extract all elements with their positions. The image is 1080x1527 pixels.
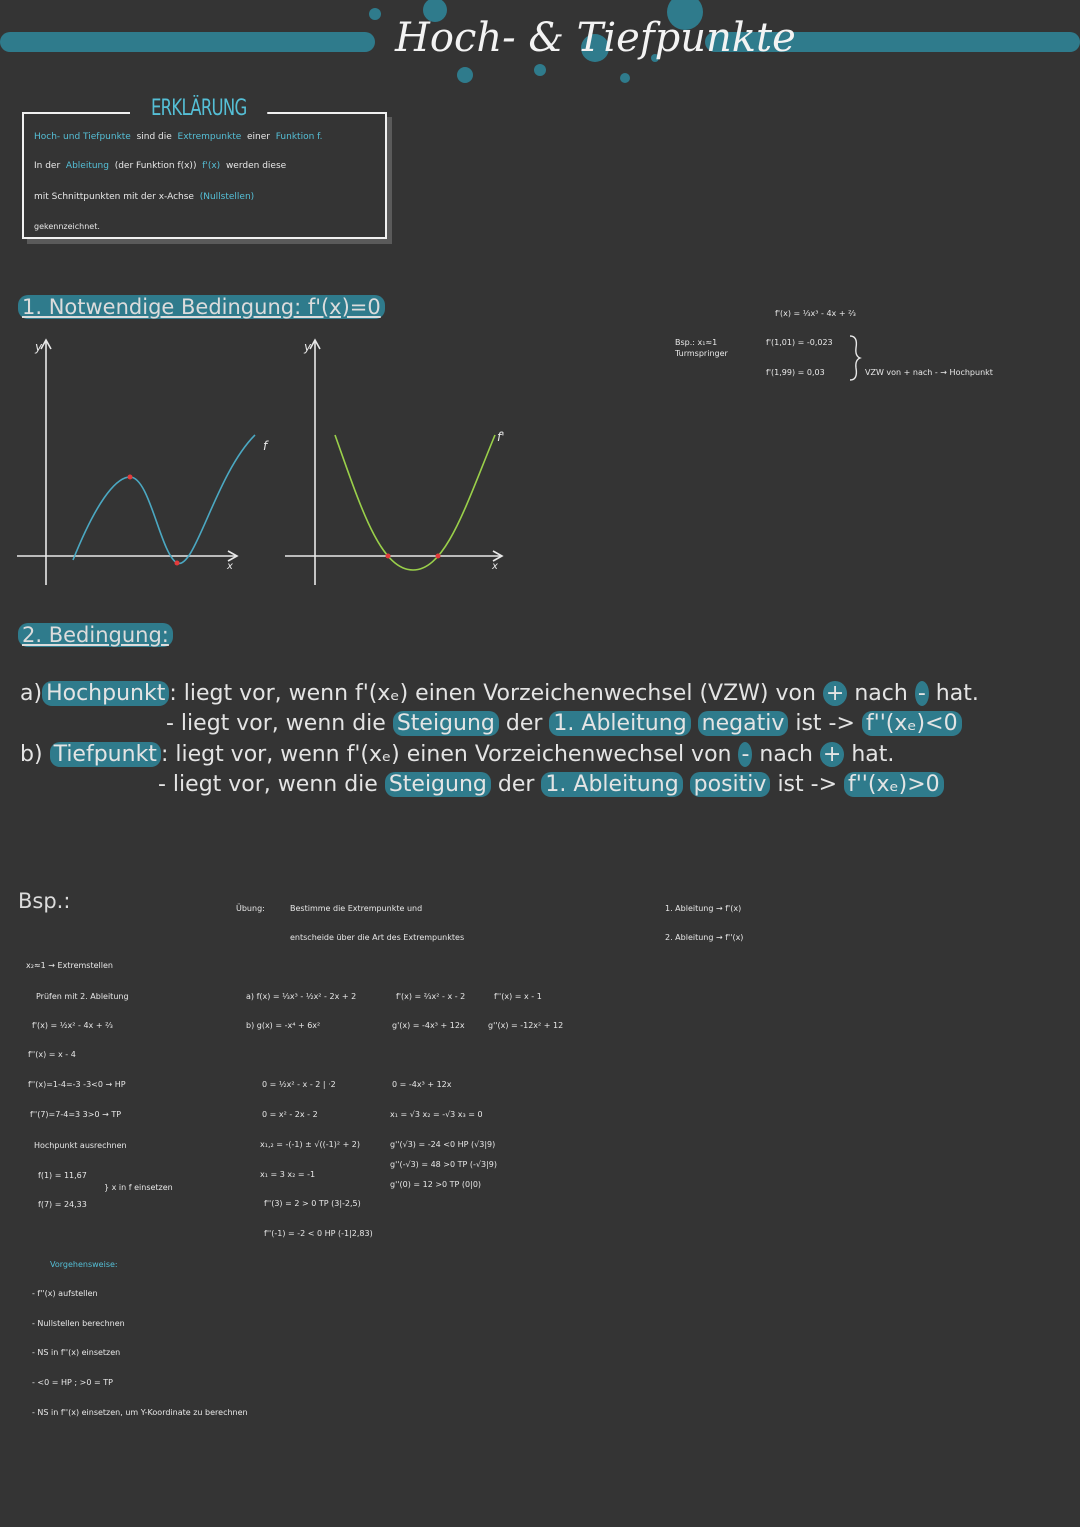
exercise-col1-line: x₁,₂ = -(-1) ± √((-1)² + 2)	[260, 1140, 361, 1149]
example-line: f(7) = 24,33	[38, 1200, 87, 1209]
graph-fprime-y-label: y	[304, 340, 312, 354]
graph-f-label: f	[263, 439, 268, 453]
explanation-line-1: Hoch- und Tiefpunkte sind die Extrempunkte einer Funktion f.	[34, 132, 323, 142]
exercise-col1-line: f''(3) = 2 > 0 TP (3|-2,5)	[264, 1199, 361, 1208]
example-line: f''(x) = x - 4	[28, 1050, 76, 1059]
exercise-col2-line: g''(-√3) = 48 >0 TP (-√3|9)	[390, 1160, 497, 1169]
exercise-col1-line: b) g(x) = -x⁴ + 6x²	[246, 1021, 321, 1030]
example-label: Bsp.:	[18, 889, 71, 913]
exercise-col2-line: 0 = -4x³ + 12x	[392, 1080, 452, 1089]
exercise-note: 1. Ableitung → f'(x)	[665, 904, 742, 913]
procedure-step: - f''(x) aufstellen	[32, 1289, 98, 1298]
graph-fprime-curve	[335, 435, 495, 570]
deco-dot	[620, 73, 630, 83]
side-example-f3: f'(1,99) = 0,03	[766, 368, 825, 377]
exercise-task-1: Bestimme die Extrempunkte und	[290, 904, 423, 913]
exercise-task-2: entscheide über die Art des Extrempunktes	[290, 933, 465, 942]
example-line: } x in f einsetzen	[104, 1183, 173, 1192]
deco-dot	[534, 64, 546, 76]
graph-fprime-zero-2	[436, 554, 441, 559]
side-example-bsp2: Turmspringer	[675, 349, 728, 358]
exercise-col2-line: g''(0) = 12 >0 TP (0|0)	[390, 1180, 482, 1189]
exercise-col3-line: f''(x) = x - 1	[494, 992, 542, 1001]
side-example-bsp: Bsp.: x₁≈1	[675, 338, 718, 347]
exercise-col1-line: 0 = ½x² - x - 2 | ·2	[262, 1080, 336, 1089]
exercise-col2-line: g'(x) = -4x³ + 12x	[392, 1021, 465, 1030]
explanation-line-2: In der Ableitung (der Funktion f(x)) f'(x) werden diese	[34, 161, 287, 171]
exercise-label: Übung:	[236, 904, 265, 913]
procedure-step: - NS in f''(x) einsetzen	[32, 1348, 121, 1357]
graph-f-max-point	[128, 475, 133, 480]
deco-dot	[457, 67, 473, 83]
condition2-a-line1: a) Hochpunkt : liegt vor, wenn f'(xₑ) einen Vorzeichenwechsel (VZW) von + nach - hat.	[20, 681, 979, 706]
condition2-a-line2: - liegt vor, wenn die Steigung der 1. Ableitung negativ ist -> f''(xₑ)<0	[166, 711, 962, 736]
graph-f-y-label: y	[35, 340, 43, 354]
exercise-col1-line: x₁ = 3 x₂ = -1	[260, 1170, 316, 1179]
procedure-step: - <0 = HP ; >0 = TP	[32, 1378, 113, 1387]
exercise-col2-line: f'(x) = ⅔x² - x - 2	[396, 992, 466, 1001]
explanation-line-4: gekennzeichnet.	[34, 222, 100, 231]
exercise-col2-line: x₁ = √3 x₂ = -√3 x₃ = 0	[390, 1110, 483, 1119]
exercise-note: 2. Ableitung → f''(x)	[665, 933, 744, 942]
example-line: f''(x)=1-4=-3 -3<0 → HP	[28, 1080, 126, 1089]
graph-f	[15, 335, 268, 590]
graph-fprime-zero-1	[386, 554, 391, 559]
explanation-title: ERKLÄRUNG	[130, 96, 267, 121]
explanation-line-3: mit Schnittpunkten mit der x-Achse (Nullstellen)	[34, 192, 255, 202]
procedure-step: - Nullstellen berechnen	[32, 1319, 125, 1328]
graph-f-curve	[73, 435, 255, 563]
graph-fprime-label: f'	[497, 430, 505, 444]
exercise-col2-line: g''(√3) = -24 <0 HP (√3|9)	[390, 1140, 496, 1149]
example-line: Hochpunkt ausrechnen	[34, 1141, 127, 1150]
procedure-step: - NS in f''(x) einsetzen, um Y-Koordinate zu berechnen	[32, 1408, 248, 1417]
graph-f-x-label: x	[227, 561, 233, 572]
condition2-b-line2: - liegt vor, wenn die Steigung der 1. Ableitung positiv ist -> f''(xₑ)>0	[158, 772, 944, 797]
example-line: f''(7)=7-4=3 3>0 → TP	[30, 1110, 122, 1119]
exercise-col1-line: 0 = x² - 2x - 2	[262, 1110, 318, 1119]
example-line: f(1) = 11,67	[38, 1171, 87, 1180]
exercise-col1-line: f''(-1) = -2 < 0 HP (-1|2,83)	[264, 1229, 373, 1238]
page-title: Hoch- & Tiefpunkte	[395, 15, 796, 61]
graph-fprime-x-label: x	[492, 561, 498, 572]
side-example-brace	[848, 334, 862, 382]
example-line: Prüfen mit 2. Ableitung	[36, 992, 129, 1001]
side-example-f4: VZW von + nach - → Hochpunkt	[865, 368, 993, 377]
graph-f-min-point	[175, 561, 180, 566]
example-line: f'(x) = ½x² - 4x + ⅔	[32, 1021, 113, 1030]
condition1-heading: 1. Notwendige Bedingung: f'(x)=0	[18, 295, 385, 319]
graph-fprime	[280, 335, 510, 590]
condition2-b-line1: b) Tiefpunkt : liegt vor, wenn f'(xₑ) einen Vorzeichenwechsel von - nach + hat.	[20, 742, 895, 767]
condition2-heading: 2. Bedingung:	[18, 623, 173, 647]
deco-dot	[369, 8, 381, 20]
header-bar-left	[0, 32, 375, 52]
exercise-col1-line: a) f(x) = ⅓x³ - ½x² - 2x + 2	[246, 992, 357, 1001]
side-example-f2: f'(1,01) = -0,023	[766, 338, 833, 347]
procedure-title: Vorgehensweise:	[50, 1260, 118, 1269]
example-line: x₂≈1 → Extremstellen	[26, 961, 113, 970]
side-example-f1: f'(x) = ⅓x³ - 4x + ⅔	[775, 309, 856, 318]
exercise-col3-line: g''(x) = -12x² + 12	[488, 1021, 564, 1030]
